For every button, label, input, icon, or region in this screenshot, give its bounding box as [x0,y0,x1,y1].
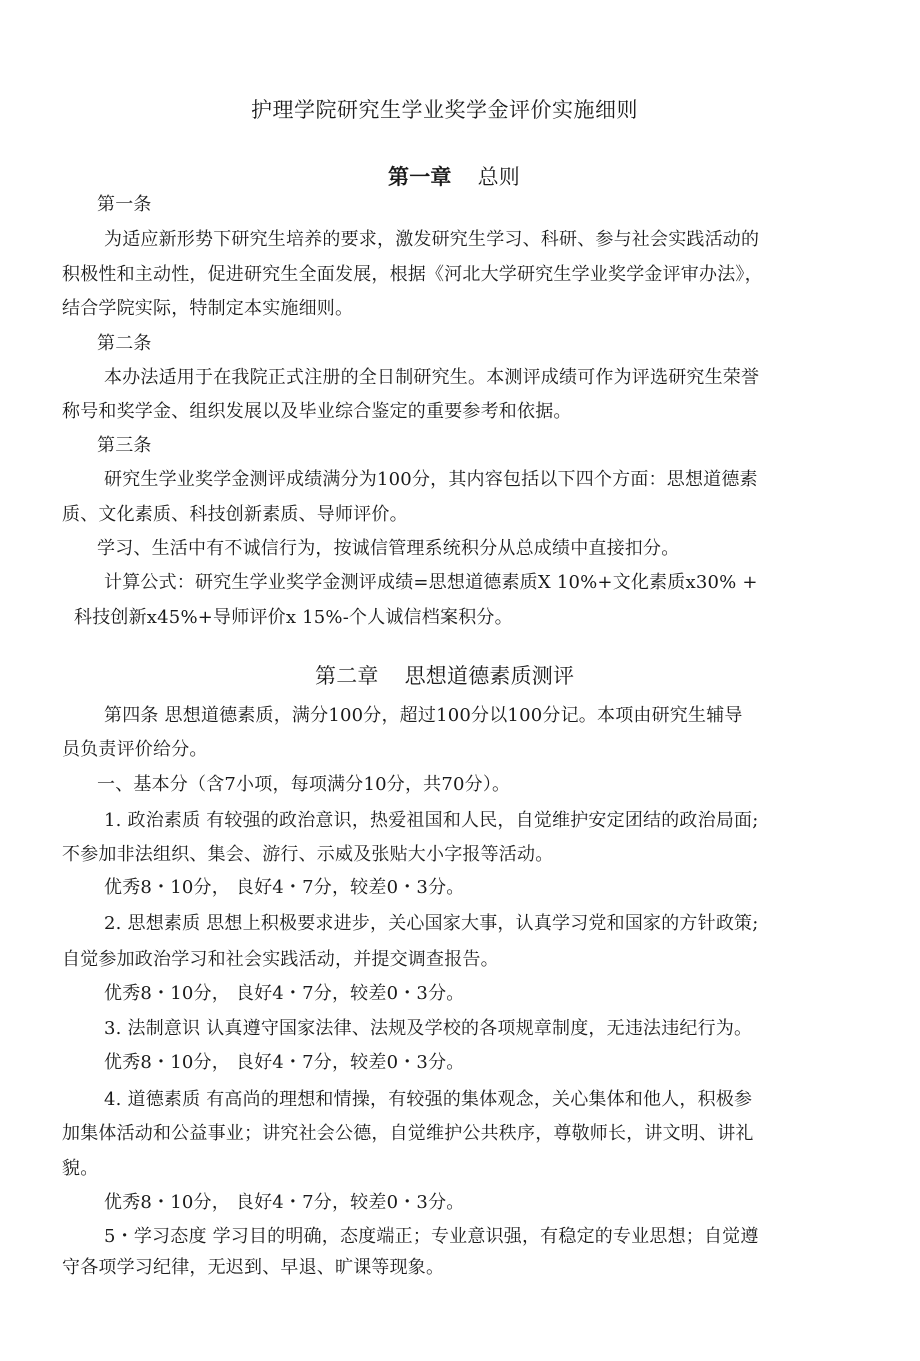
item-4-line-2: 加集体活动和公益事业；讲究社会公德，自觉维护公共秩序，尊敬师长，讲文明、讲礼 [62,1123,754,1144]
item-5-line-2: 守各项学习纪律，无迟到、早退、旷课等现象。 [62,1257,445,1278]
article-1-line-3: 结合学院实际，特制定本实施细则。 [62,298,354,319]
article-3-line-2: 质、文化素质、科技创新素质、导师评价。 [62,504,408,525]
item-1-line-1: 1. 政治素质 有较强的政治意识，热爱祖国和人民，自觉维护安定团结的政治局面; [104,810,759,831]
item-2-line-1: 2. 思想素质 思想上积极要求进步，关心国家大事，认真学习党和国家的方针政策; [104,913,759,934]
chapter-1-name: 总则 [477,165,521,189]
item-1-grading: 优秀8・10分， 良好4・7分，较差0・3分。 [104,877,465,898]
item-1-line-2: 不参加非法组织、集会、游行、示威及张贴大小字报等活动。 [62,844,554,865]
item-3-grading: 优秀8・10分， 良好4・7分，较差0・3分。 [104,1052,465,1073]
chapter-1-number: 第一章 [388,164,452,189]
article-4-line-2: 员负责评价给分。 [62,739,208,760]
article-1-line-1: 为适应新形势下研究生培养的要求，激发研究生学习、科研、参与社会实践活动的 [104,229,760,250]
article-3-line-1: 研究生学业奖学金测评成绩满分为100分，其内容包括以下四个方面：思想道德素 [104,469,758,490]
article-2-line-1: 本办法适用于在我院正式注册的全日制研究生。本测评成绩可作为评选研究生荣誉 [104,367,760,388]
document-title: 护理学院研究生学业奖学金评价实施细则 [251,98,638,122]
basic-score-heading: 一、基本分（含7小项，每项满分10分，共70分）。 [97,774,511,795]
formula-line-1: 计算公式：研究生学业奖学金测评成绩=思想道德素质X 10%+文化素质x30% + [104,572,758,593]
item-4-line-1: 4. 道德素质 有高尚的理想和情操，有较强的集体观念，关心集体和他人，积极参 [104,1089,753,1110]
chapter-2-name: 思想道德素质测评 [404,664,575,688]
article-2-label: 第二条 [97,333,152,354]
item-5-line-1: 5・学习态度 学习目的明确，态度端正；专业意识强，有稳定的专业思想；自觉遵 [104,1226,759,1247]
item-4-grading: 优秀8・10分， 良好4・7分，较差0・3分。 [104,1192,465,1213]
article-1-line-2: 积极性和主动性，促进研究生全面发展，根据《河北大学研究生学业奖学金评审办法》， [62,264,763,285]
formula-line-2: 科技创新x45%+导师评价x 15%-个人诚信档案积分。 [74,607,513,628]
article-1-label: 第一条 [97,194,152,215]
article-3-label: 第三条 [97,435,152,456]
article-3-line-3: 学习、生活中有不诚信行为，按诚信管理系统积分从总成绩中直接扣分。 [97,538,680,559]
item-3-line-1: 3. 法制意识 认真遵守国家法律、法规及学校的各项规章制度，无违法违纪行为。 [104,1018,753,1039]
chapter-2-heading [315,664,574,688]
chapter-2-number: 第二章 [315,664,379,688]
article-4-line-1: 第四条 思想道德素质，满分100分，超过100分以100分记。本项由研究生辅导 [104,705,743,726]
item-4-line-3: 貌。 [62,1158,99,1179]
item-2-line-2: 自觉参加政治学习和社会实践活动，并提交调查报告。 [62,949,499,970]
chapter-1-heading [388,165,520,189]
item-2-grading: 优秀8・10分， 良好4・7分，较差0・3分。 [104,983,465,1004]
article-2-line-2: 称号和奖学金、组织发展以及毕业综合鉴定的重要参考和依据。 [62,401,572,422]
